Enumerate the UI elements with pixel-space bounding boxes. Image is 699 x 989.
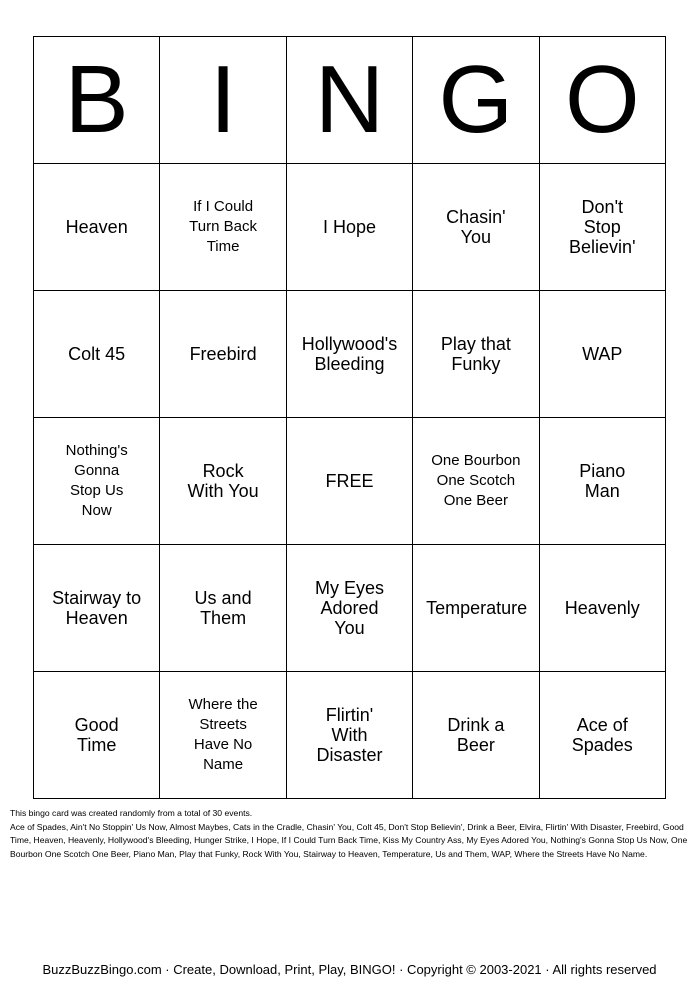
cell-text: Heavenly bbox=[564, 598, 640, 618]
bingo-cell bbox=[34, 164, 160, 291]
cell-text: Ace of Spades bbox=[571, 715, 633, 755]
cell-text: Us and Them bbox=[194, 588, 252, 628]
cell-text: Flirtin' With Disaster bbox=[316, 705, 383, 765]
bingo-row-4 bbox=[34, 545, 666, 672]
cell-text: Heaven bbox=[65, 217, 128, 237]
cell-text: My Eyes Adored You bbox=[314, 578, 384, 638]
bingo-cell bbox=[413, 291, 539, 418]
bingo-header-row bbox=[34, 37, 666, 164]
cell-text: Hollywood's Bleeding bbox=[301, 334, 398, 374]
bingo-row-1 bbox=[34, 164, 666, 291]
cell-text: Where the Streets Have No Name bbox=[188, 696, 258, 773]
bingo-cell bbox=[160, 291, 286, 418]
bingo-cell bbox=[286, 291, 412, 418]
bingo-cell bbox=[160, 545, 286, 672]
header-letter-n: N bbox=[286, 37, 412, 164]
bingo-cell bbox=[539, 164, 665, 291]
cell-text: Freebird bbox=[189, 344, 257, 364]
bingo-cell bbox=[539, 418, 665, 545]
bingo-cell bbox=[34, 672, 160, 799]
bingo-cell bbox=[539, 545, 665, 672]
bingo-cell bbox=[160, 164, 286, 291]
cell-text: Chasin' You bbox=[446, 207, 506, 247]
cell-text: Piano Man bbox=[579, 461, 626, 501]
events-list: Ace of Spades, Ain't No Stoppin' Us Now, Almost Maybes, Cats in the Cradle, Chasin' You, Colt 45, Don't Stop Believin', Drink a Beer, Elvira, Flirtin' With Disaster, Freebird, Good Time, Heaven, Heavenly, Hollywood's Bleeding, Hunger Strike, I Hope, If I Could Turn Back Time, Kiss My Country Ass, My Eyes Adored You, Nothing's Gonna Stop Us Now, One Bourbon One Scotch One Beer, Piano Man, Play that Funky, Rock With You, Stairway to Heaven, Temperature, Us and Them, WAP, Where the Streets Have No Name. bbox=[10, 821, 688, 859]
cell-text: Temperature bbox=[426, 598, 528, 618]
bingo-cell bbox=[160, 672, 286, 799]
site-footer: BuzzBuzzBingo.com · Create, Download, Print, Play, BINGO! · Copyright © 2003-2021 · All rights reserved bbox=[42, 962, 657, 977]
cell-text: Drink a Beer bbox=[447, 715, 505, 755]
bingo-row-2 bbox=[34, 291, 666, 418]
bingo-row-3 bbox=[34, 418, 666, 545]
cell-text: Don't Stop Believin' bbox=[569, 197, 636, 257]
bingo-cell bbox=[160, 418, 286, 545]
cell-text: I Hope bbox=[322, 217, 376, 237]
cell-text: If I Could Turn Back Time bbox=[189, 198, 257, 255]
header-letter-g: G bbox=[413, 37, 539, 164]
header-letter-o: O bbox=[539, 37, 665, 164]
bingo-cell bbox=[286, 164, 412, 291]
bingo-cell bbox=[34, 291, 160, 418]
bingo-cell bbox=[34, 418, 160, 545]
bingo-cell bbox=[413, 418, 539, 545]
bingo-cell bbox=[539, 291, 665, 418]
header-letter-b: B bbox=[34, 37, 160, 164]
bingo-cell bbox=[413, 672, 539, 799]
bingo-cell bbox=[286, 545, 412, 672]
cell-text: One Bourbon One Scotch One Beer bbox=[431, 452, 521, 509]
cell-text: Rock With You bbox=[187, 461, 259, 501]
bingo-row-5 bbox=[34, 672, 666, 799]
cell-text: Nothing's Gonna Stop Us Now bbox=[65, 442, 128, 519]
events-note bbox=[10, 807, 690, 861]
bingo-cell bbox=[539, 672, 665, 799]
bingo-cell bbox=[413, 545, 539, 672]
cell-text: FREE bbox=[325, 471, 374, 491]
header-letter-i: I bbox=[160, 37, 286, 164]
cell-text: WAP bbox=[582, 344, 623, 364]
bingo-cell bbox=[34, 545, 160, 672]
events-note-intro: This bingo card was created randomly from a total of 30 events. bbox=[10, 808, 253, 818]
cell-text: Stairway to Heaven bbox=[52, 588, 142, 628]
bingo-cell bbox=[413, 164, 539, 291]
bingo-cell bbox=[286, 672, 412, 799]
free-space-cell bbox=[286, 418, 412, 545]
cell-text: Colt 45 bbox=[68, 344, 126, 364]
bingo-card bbox=[33, 36, 666, 799]
cell-text: Good Time bbox=[74, 715, 119, 755]
cell-text: Play that Funky bbox=[440, 334, 511, 374]
